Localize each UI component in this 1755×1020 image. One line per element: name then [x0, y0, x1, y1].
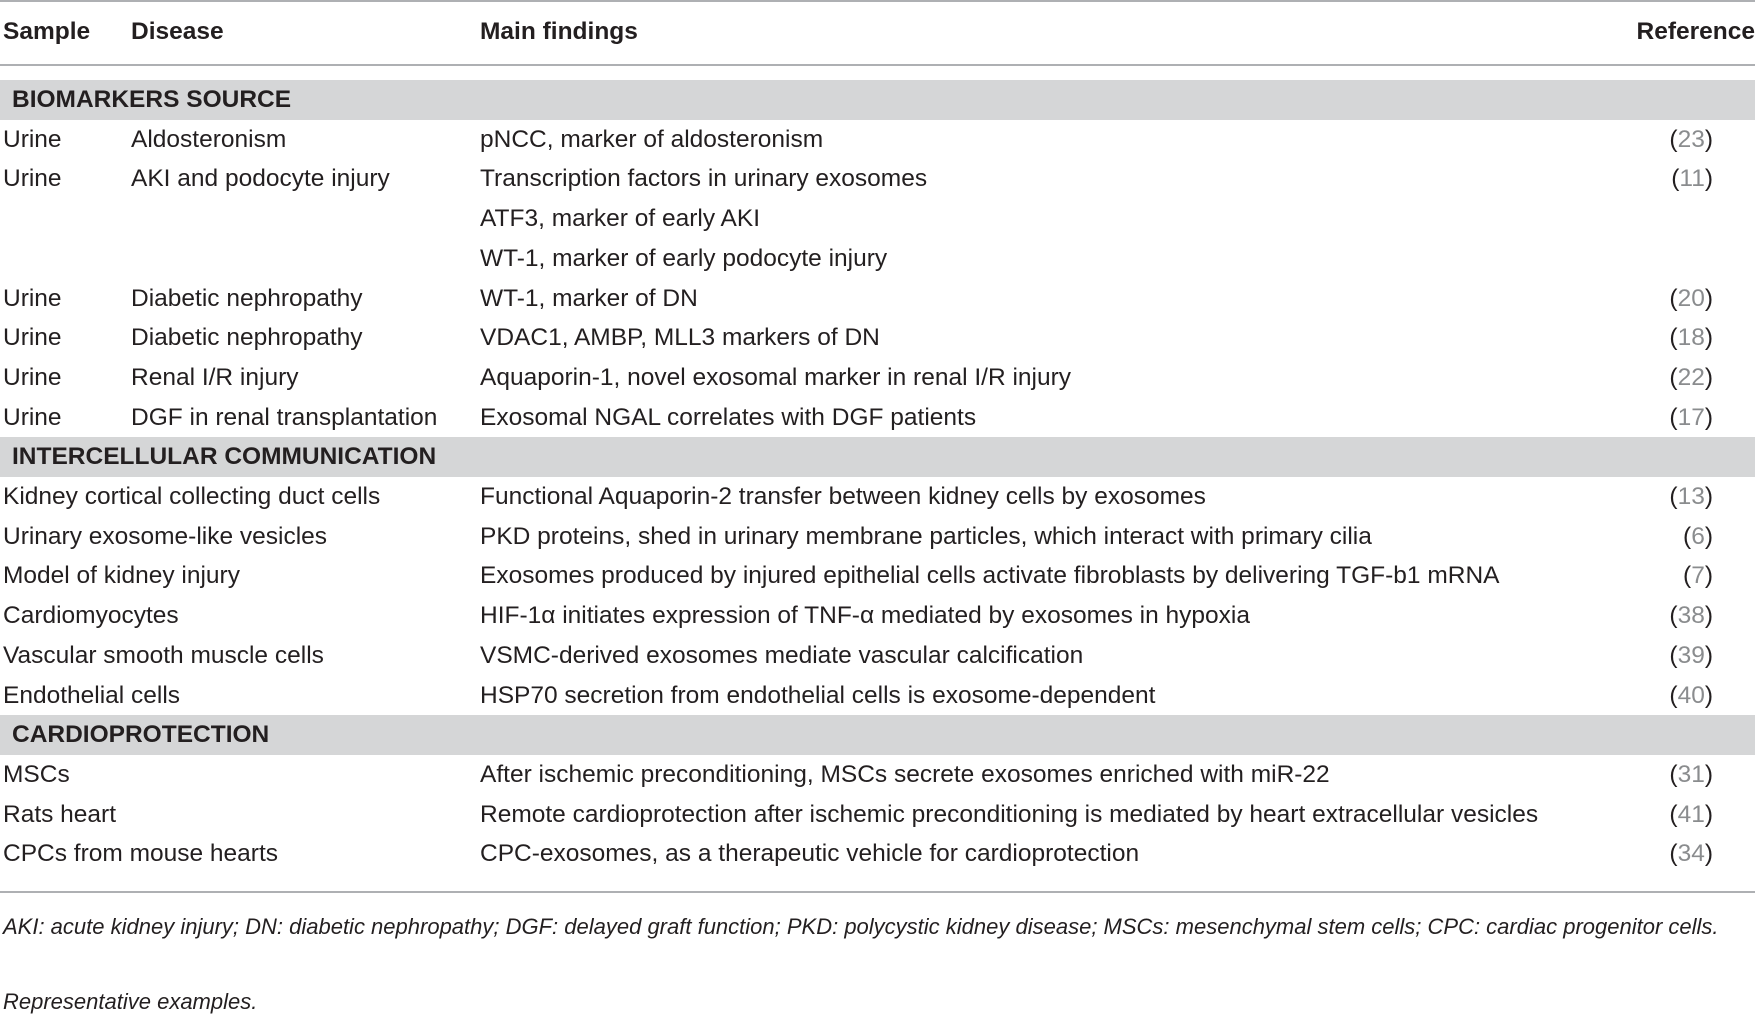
header-sample: Sample: [3, 18, 91, 45]
table-bottom-rule: [0, 891, 1755, 893]
reference-number: 11: [1679, 165, 1705, 193]
reference-number: 18: [1677, 324, 1705, 352]
footnote-representative: Representative examples.: [3, 989, 258, 1014]
header-findings: Main findings: [480, 18, 638, 45]
cell-findings: ATF3, marker of early AKI: [480, 205, 761, 233]
table-row: [0, 755, 1755, 795]
reference-open-paren: (: [1669, 403, 1678, 431]
cell-sample: CPCs from mouse hearts: [3, 840, 279, 868]
reference-close-paren: ): [1704, 800, 1713, 828]
cell-sample: Endothelial cells: [3, 681, 181, 709]
reference-close-paren: ): [1704, 641, 1713, 669]
reference-close-paren: ): [1704, 681, 1713, 709]
cell-sample: Rats heart: [3, 800, 117, 828]
cell-reference: [1669, 834, 1713, 874]
cell-sample: Urine: [3, 363, 62, 391]
cell-reference: [1669, 676, 1713, 716]
cell-findings: After ischemic preconditioning, MSCs secrete exosomes enriched with miR-22: [480, 760, 1330, 788]
reference-number: 20: [1677, 284, 1705, 312]
reference-number: 38: [1677, 602, 1705, 630]
reference-close-paren: ): [1704, 760, 1713, 788]
cell-sample: Urine: [3, 403, 62, 431]
cell-findings: Functional Aquaporin-2 transfer between kidney cells by exosomes: [480, 483, 1206, 510]
header-reference: Reference: [1636, 18, 1755, 45]
table-header: [0, 12, 1755, 52]
reference-open-paren: (: [1671, 165, 1680, 193]
cell-sample: Kidney cortical collecting duct cells: [3, 483, 381, 510]
table-top-rule: [0, 0, 1755, 2]
table-row: [0, 159, 1755, 199]
header-rule: [0, 64, 1755, 66]
table-row: [0, 477, 1755, 517]
reference-close-paren: ): [1704, 363, 1713, 391]
cell-disease: Aldosteronism: [131, 125, 287, 153]
cell-reference: [1671, 159, 1713, 199]
cell-reference: [1669, 596, 1713, 636]
cell-sample: Vascular smooth muscle cells: [3, 641, 324, 669]
cell-disease: AKI and podocyte injury: [131, 165, 390, 193]
reference-open-paren: (: [1669, 641, 1678, 669]
footnote-abbreviations: AKI: acute kidney injury; DN: diabetic nephropathy; DGF: delayed graft function; PKD: polycystic kidney disease; MSCs: mesenchymal stem cells; CPC: cardiac progenitor cells.: [3, 914, 1719, 939]
cell-findings: HSP70 secretion from endothelial cells is exosome-dependent: [480, 681, 1156, 709]
cell-findings: Remote cardioprotection after ischemic preconditioning is mediated by heart extracellular vesicles: [480, 800, 1539, 828]
cell-disease: DGF in renal transplantation: [131, 403, 438, 431]
cell-reference: [1683, 556, 1713, 596]
reference-open-paren: (: [1669, 324, 1678, 352]
cell-findings: Exosomal NGAL correlates with DGF patients: [480, 403, 977, 431]
cell-findings: Aquaporin-1, novel exosomal marker in renal I/R injury: [480, 363, 1071, 391]
reference-close-paren: ): [1704, 522, 1713, 550]
cell-findings: HIF-1α initiates expression of TNF-α mediated by exosomes in hypoxia: [480, 602, 1251, 630]
cell-reference: [1669, 120, 1713, 160]
cell-findings: WT-1, marker of DN: [480, 284, 698, 312]
reference-open-paren: (: [1669, 760, 1678, 788]
section-header: [0, 80, 1755, 120]
cell-disease: Diabetic nephropathy: [131, 284, 363, 312]
reference-open-paren: (: [1669, 284, 1678, 312]
table-row: [0, 517, 1755, 557]
section-header: [0, 715, 1755, 755]
reference-number: 39: [1677, 641, 1705, 669]
cell-disease: Renal I/R injury: [131, 363, 299, 391]
cell-findings: Exosomes produced by injured epithelial cells activate fibroblasts by delivering TGF-b1 mRNA: [480, 562, 1500, 590]
reference-number: 13: [1677, 483, 1705, 510]
reference-close-paren: ): [1704, 324, 1713, 352]
cell-findings: VSMC-derived exosomes mediate vascular calcification: [480, 641, 1084, 669]
table-row: [0, 358, 1755, 398]
cell-findings: PKD proteins, shed in urinary membrane particles, which interact with primary cilia: [480, 522, 1372, 550]
table-row: [0, 596, 1755, 636]
cell-reference: [1669, 318, 1713, 358]
reference-close-paren: ): [1704, 403, 1713, 431]
table-row: [0, 834, 1755, 874]
cell-findings: pNCC, marker of aldosteronism: [480, 125, 824, 153]
cell-sample: Cardiomyocytes: [3, 602, 179, 630]
section-title: INTERCELLULAR COMMUNICATION: [12, 443, 437, 471]
table-row: [0, 318, 1755, 358]
reference-close-paren: ): [1704, 602, 1713, 630]
reference-open-paren: (: [1683, 522, 1692, 550]
cell-reference: [1669, 398, 1713, 438]
table-row: [0, 795, 1755, 835]
reference-open-paren: (: [1669, 840, 1678, 868]
cell-reference: [1669, 636, 1713, 676]
reference-close-paren: ): [1704, 284, 1713, 312]
reference-open-paren: (: [1683, 562, 1692, 590]
cell-reference: [1669, 279, 1713, 319]
cell-sample: Urine: [3, 324, 62, 352]
cell-sample: MSCs: [3, 760, 70, 788]
reference-number: 40: [1677, 681, 1705, 709]
reference-number: 22: [1677, 363, 1705, 391]
section-title: BIOMARKERS SOURCE: [12, 86, 292, 113]
table-row: [0, 279, 1755, 319]
reference-open-paren: (: [1669, 800, 1678, 828]
reference-number: 23: [1677, 125, 1705, 153]
header-disease: Disease: [131, 18, 224, 45]
cell-reference: [1683, 517, 1713, 557]
reference-close-paren: ): [1704, 483, 1713, 510]
cell-findings: CPC-exosomes, as a therapeutic vehicle for cardioprotection: [480, 840, 1140, 868]
reference-number: 6: [1691, 522, 1705, 550]
reference-open-paren: (: [1669, 483, 1678, 510]
reference-open-paren: (: [1669, 681, 1678, 709]
reference-open-paren: (: [1669, 125, 1678, 153]
reference-number: 17: [1677, 403, 1705, 431]
table-row: [0, 636, 1755, 676]
section-header: [0, 437, 1755, 477]
table-row: [0, 199, 1755, 239]
table-row: [0, 676, 1755, 716]
cell-sample: Urine: [3, 125, 62, 153]
cell-sample: Urinary exosome-like vesicles: [3, 522, 328, 550]
cell-reference: [1669, 477, 1713, 517]
reference-close-paren: ): [1704, 562, 1713, 590]
reference-number: 34: [1677, 840, 1705, 868]
cell-reference: [1669, 755, 1713, 795]
cell-sample: Urine: [3, 284, 62, 312]
reference-number: 7: [1691, 562, 1705, 590]
cell-reference: [1669, 795, 1713, 835]
table-row: [0, 239, 1755, 279]
cell-findings: WT-1, marker of early podocyte injury: [480, 244, 888, 272]
cell-disease: Diabetic nephropathy: [131, 324, 363, 352]
reference-close-paren: ): [1704, 165, 1713, 193]
cell-sample: Urine: [3, 165, 62, 193]
reference-number: 31: [1677, 760, 1705, 788]
cell-sample: Model of kidney injury: [3, 562, 240, 590]
reference-open-paren: (: [1669, 602, 1678, 630]
table-row: [0, 120, 1755, 160]
reference-close-paren: ): [1704, 840, 1713, 868]
reference-open-paren: (: [1669, 363, 1678, 391]
cell-findings: Transcription factors in urinary exosomes: [480, 165, 928, 193]
section-title: CARDIOPROTECTION: [12, 721, 270, 749]
reference-close-paren: ): [1704, 125, 1713, 153]
cell-reference: [1669, 358, 1713, 398]
reference-number: 41: [1677, 800, 1705, 828]
cell-findings: VDAC1, AMBP, MLL3 markers of DN: [480, 324, 880, 352]
table-row: [0, 398, 1755, 438]
table-row: [0, 556, 1755, 596]
